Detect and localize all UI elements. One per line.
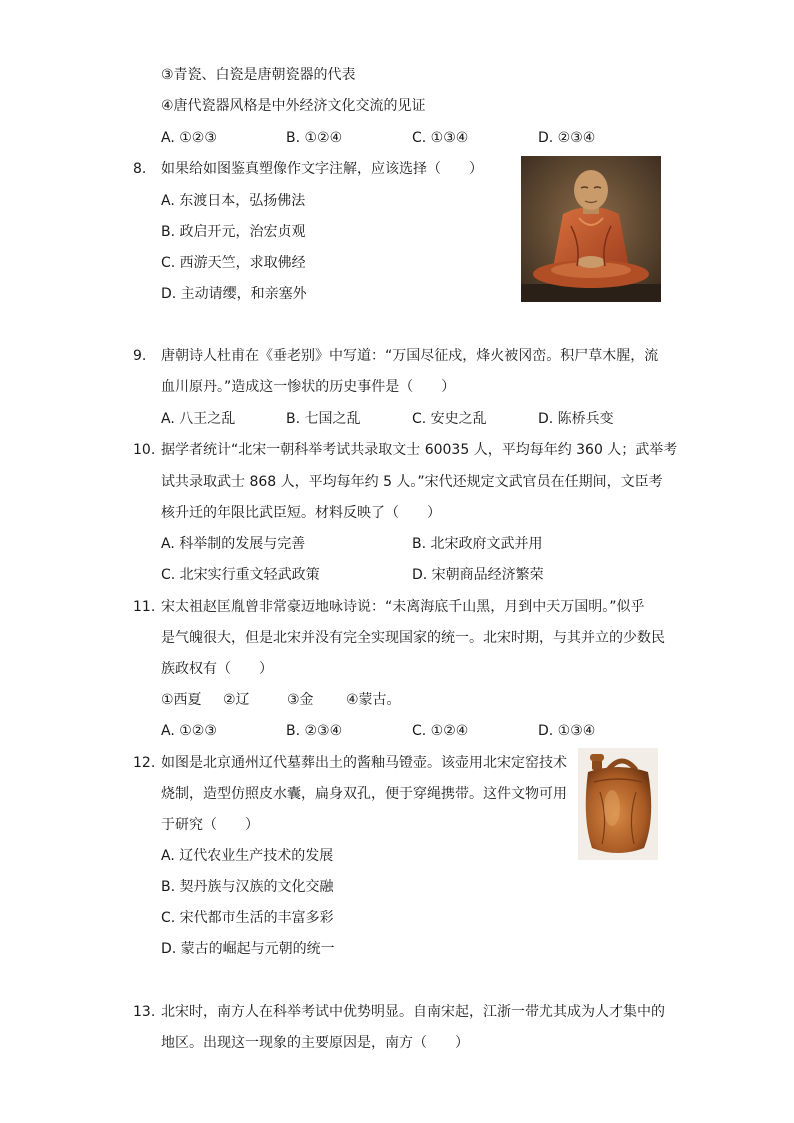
q11-stem-line-1: 宋太祖赵匡胤曾非常豪迈地咏诗说：“未离海底千山黑，月到中天万国明。”似乎 [161,599,645,615]
q11-option-a[interactable]: A. ①②③ [161,723,217,739]
q12-stem-line-3: 于研究（ ） [161,817,259,833]
q11-stem-line-2: 是气魄很大，但是北宋并没有完全实现国家的统一。北宋时期，与其并立的少数民 [161,630,665,646]
q12-stem-line-2: 烧制，造型仿照皮水囊，扁身双孔，便于穿绳携带。这件文物可用 [161,786,567,802]
q11-choice-1: ①西夏 [161,692,202,708]
q8-option-d[interactable]: D. 主动请缨，和亲塞外 [161,286,307,302]
q11-option-c[interactable]: C. ①②④ [412,723,469,739]
q12-option-c[interactable]: C. 宋代都市生活的丰富多彩 [161,910,334,926]
jianzhen-statue-image [521,156,661,302]
q8-option-a[interactable]: A. 东渡日本，弘扬佛法 [161,193,306,209]
q7-option-c[interactable]: C. ①③④ [412,130,469,146]
q7-option-a[interactable]: A. ①②③ [161,130,217,146]
q9-stem-line-2: 血川原丹。”造成这一惨状的历史事件是（ ） [161,379,456,395]
q8-number: 8. [133,161,147,177]
q10-stem-line-2: 试共录取武士 868 人，平均每年约 5 人。”宋代还规定文武官员在任期间，文臣考 [161,474,663,490]
q10-stem-line-1: 据学者统计“北宋一朝科举考试共录取文士 60035 人，平均每年约 360 人；武举考 [161,442,678,458]
q9-stem-line-1: 唐朝诗人杜甫在《垂老别》中写道：“万国尽征戍，烽火被冈峦。积尸草木腥，流 [161,348,659,364]
q10-option-c[interactable]: C. 北宋实行重文轻武政策 [161,567,320,583]
q10-number: 10. [133,442,156,458]
q12-option-a[interactable]: A. 辽代农业生产技术的发展 [161,848,334,864]
q11-stem-line-3: 族政权有（ ） [161,661,273,677]
q7-statement-3: ③青瓷、白瓷是唐朝瓷器的代表 [161,67,356,83]
q12-stem-line-1: 如图是北京通州辽代墓葬出土的酱釉马镫壶。该壶用北宋定窑技术 [161,755,567,771]
liao-stirrup-pot-image [578,748,658,860]
q11-choice-2: ②辽 [223,692,250,708]
q7-option-b[interactable]: B. ①②④ [286,130,343,146]
q13-number: 13. [133,1004,156,1020]
q10-stem-line-3: 核升迁的年限比武臣短。材料反映了（ ） [161,505,441,521]
q9-option-b[interactable]: B. 七国之乱 [286,411,361,427]
q8-option-b[interactable]: B. 政启开元，治宏贞观 [161,224,306,240]
q10-option-d[interactable]: D. 宋朝商品经济繁荣 [412,567,544,583]
q9-number: 9. [133,348,147,364]
q9-option-d[interactable]: D. 陈桥兵变 [538,411,614,427]
q10-option-b[interactable]: B. 北宋政府文武并用 [412,536,543,552]
q11-choice-4: ④蒙古。 [346,692,401,708]
q11-option-d[interactable]: D. ①③④ [538,723,596,739]
q13-stem-line-2: 地区。出现这一现象的主要原因是，南方（ ） [161,1035,469,1051]
q9-option-c[interactable]: C. 安史之乱 [412,411,487,427]
q11-number: 11. [133,599,156,615]
q11-option-b[interactable]: B. ②③④ [286,723,343,739]
q13-stem-line-1: 北宋时，南方人在科举考试中优势明显。自南宋起，江浙一带尤其成为人才集中的 [161,1004,665,1020]
q12-number: 12. [133,755,156,771]
q8-stem: 如果给如图鉴真塑像作文字注解，应该选择（ ） [161,161,483,177]
q8-option-c[interactable]: C. 西游天竺，求取佛经 [161,255,306,271]
q10-option-a[interactable]: A. 科举制的发展与完善 [161,536,306,552]
q7-statement-4: ④唐代瓷器风格是中外经济文化交流的见证 [161,98,426,114]
q9-option-a[interactable]: A. 八王之乱 [161,411,236,427]
q11-choice-3: ③金 [287,692,314,708]
q7-option-d[interactable]: D. ②③④ [538,130,596,146]
q12-option-d[interactable]: D. 蒙古的崛起与元朝的统一 [161,941,335,957]
q12-option-b[interactable]: B. 契丹族与汉族的文化交融 [161,879,334,895]
